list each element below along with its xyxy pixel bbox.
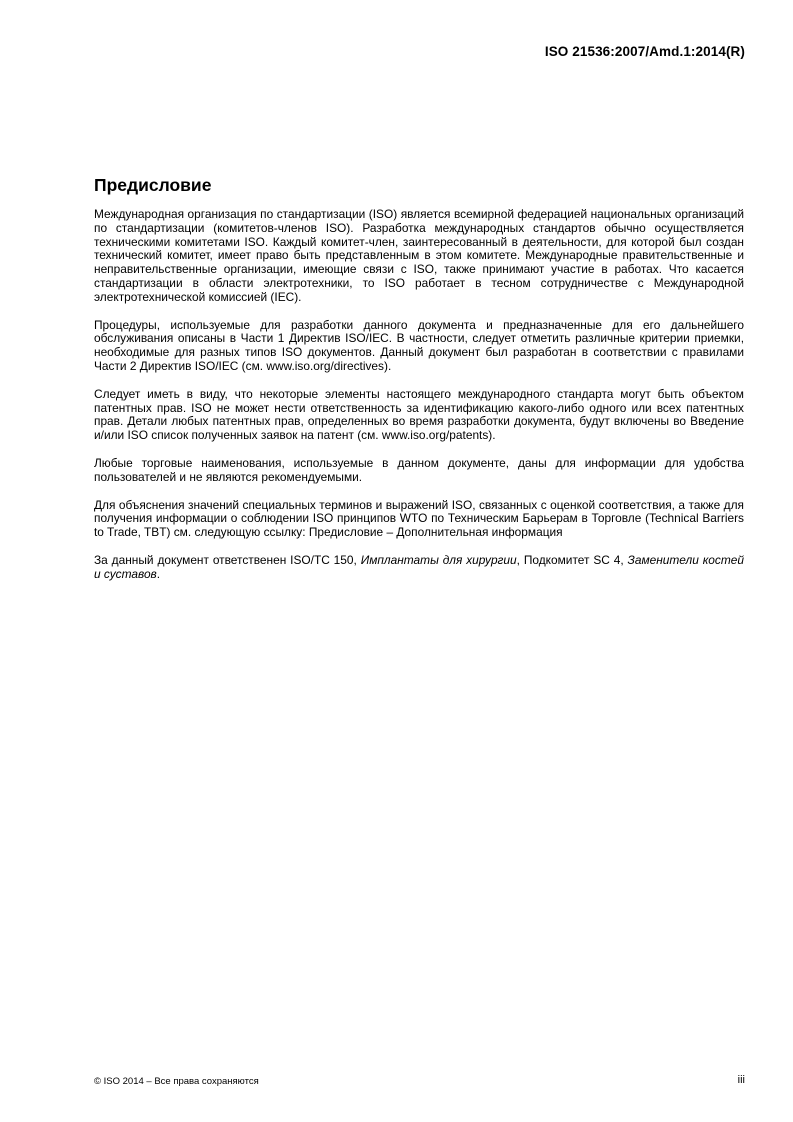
foreword-body xyxy=(94,208,744,596)
page-number: iii xyxy=(737,1074,745,1086)
paragraph-procedures: Процедуры, используемые для разработки данного документа и предназначенные для его дальнейшего обслуживания описаны в Части 1 Директив ISO/IEC. В частности, следует отметить различные критерии приемки, необходимые для разных типов ISO документов. Данный документ был разработан в соответствии с правилами Части 2 Директив ISO/IEC (см. www.iso.org/directives). xyxy=(94,317,744,373)
committee-text-part2: , Подкомитет SC 4, xyxy=(516,552,628,567)
paragraph-responsible-committee xyxy=(94,554,744,582)
paragraph-terms-explanation: Для объяснения значений специальных терминов и выражений ISO, связанных с оценкой соответствия, а также для получения информации о соблюдении ISO принципов WTO по Техническим Барьерам в Торговле (Technical Barriers to Trade, TBT) см. следующую ссылку: Предисловие – Дополнительная информация xyxy=(94,497,744,540)
committee-text-part3: . xyxy=(156,566,161,581)
copyright-footer: © ISO 2014 – Все права сохраняются xyxy=(94,1076,259,1087)
paragraph-iso-organization: Международная организация по стандартизации (ISO) является всемирной федерацией национальных организаций по стандартизации (комитетов-членов ISO). Разработка международных стандартов обычно осуществляется техническими комитетами ISO. Каждый комитет-член, заинтересованный в деятельности, для которой был создан технический комитет, имеет право быть представленным в этом комитете. Международные правительственные и неправительственные организации, имеющие связи с ISO, также принимают участие в работах. Что касается стандартизации в области электротехники, то ISO работает в тесном сотрудничестве с Международной электротехнической комиссией (IEC). xyxy=(94,207,744,304)
paragraph-patents: Следует иметь в виду, что некоторые элементы настоящего международного стандарта могут быть объектом патентных прав. ISO не может нести ответственность за идентификацию какого-либо одного или всех патентных прав. Детали любых патентных прав, определенных во время разработки документа, будут включены во Введение и/или ISO список полученных заявок на патент (см. www.iso.org/patents). xyxy=(94,386,744,443)
paragraph-trade-names: Любые торговые наименования, используемые в данном документе, даны для информации для удобства пользователей и не являются рекомендуемыми. xyxy=(94,455,744,484)
committee-name-italic: Имплантаты для хирургии xyxy=(360,552,517,567)
page-title: Предисловие xyxy=(94,175,212,195)
document-id-header: ISO 21536:2007/Amd.1:2014(R) xyxy=(544,44,745,59)
committee-text-part1: За данный документ ответственен ISO/TC 150, xyxy=(94,552,361,567)
subcommittee-name-italic: Заменители костей и суставов xyxy=(94,552,744,581)
